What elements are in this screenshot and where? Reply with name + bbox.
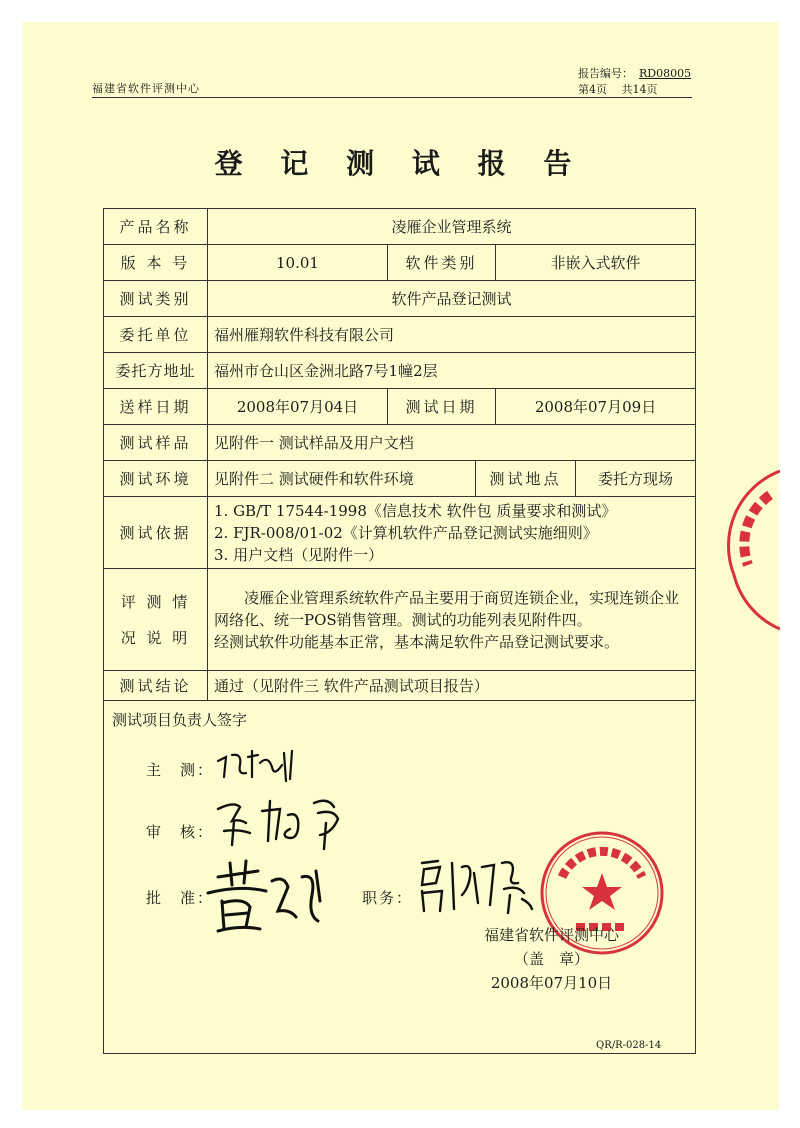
label-test-type: 测试类别 bbox=[104, 281, 208, 317]
value-product-name: 凌雁企业管理系统 bbox=[208, 209, 696, 245]
row-product-name bbox=[104, 209, 696, 245]
basis-item: 3. 用户文档（见附件一） bbox=[214, 545, 384, 564]
row-dates bbox=[104, 389, 696, 425]
label-test-basis: 测试依据 bbox=[104, 497, 208, 569]
evaluation-result: 经测试软件功能基本正常，基本满足软件产品登记测试要求。 bbox=[214, 632, 620, 651]
position-signature bbox=[412, 853, 542, 917]
label-evaluation bbox=[104, 569, 208, 671]
reviewer-signature bbox=[210, 793, 360, 853]
position-label: 职务： bbox=[362, 889, 414, 907]
label-test-location: 测试地点 bbox=[476, 461, 576, 497]
value-conclusion: 通过（见附件三 软件产品测试项目报告） bbox=[208, 671, 696, 701]
label-delivery-date: 送样日期 bbox=[104, 389, 208, 425]
main-tester-signature bbox=[212, 743, 302, 789]
evaluation-text: 凌雁企业管理系统软件产品主要用于商贸连锁企业，实现连锁企业网络化、统一POS销售管理。测试的功能列表见附件四。 bbox=[214, 588, 680, 629]
approver-signature bbox=[200, 851, 330, 935]
value-test-env: 见附件二 测试硬件和软件环境 bbox=[208, 461, 476, 497]
issuer-name: 福建省软件评测中心 bbox=[484, 926, 620, 944]
form-code: QR/R-028-14 bbox=[596, 1040, 662, 1051]
header-org: 福建省软件评测中心 bbox=[92, 82, 200, 95]
reviewer-label: 审 核： bbox=[146, 823, 215, 841]
issuer-block bbox=[484, 923, 619, 995]
label-version: 版 本 号 bbox=[104, 245, 208, 281]
label-test-sample: 测试样品 bbox=[104, 425, 208, 461]
value-test-location: 委托方现场 bbox=[576, 461, 696, 497]
approver-label: 批 准： bbox=[146, 889, 215, 907]
value-test-type: 软件产品登记测试 bbox=[208, 281, 696, 317]
row-client bbox=[104, 317, 696, 353]
report-no-label: 报告编号： bbox=[578, 67, 633, 80]
value-delivery-date: 2008年07月04日 bbox=[208, 389, 388, 425]
header-divider bbox=[92, 97, 692, 98]
issue-date: 2008年07月10日 bbox=[490, 974, 613, 992]
row-client-address bbox=[104, 353, 696, 389]
row-test-env bbox=[104, 461, 696, 497]
row-evaluation bbox=[104, 569, 696, 671]
row-signatures bbox=[104, 701, 696, 1054]
edge-seal-fragment bbox=[724, 465, 780, 635]
value-version: 10.01 bbox=[208, 245, 388, 281]
row-test-basis bbox=[104, 497, 696, 569]
row-conclusion bbox=[104, 671, 696, 701]
label-client: 委托单位 bbox=[104, 317, 208, 353]
header-report-info bbox=[578, 66, 691, 98]
row-version bbox=[104, 245, 696, 281]
label-evaluation-line2: 况 说 明 bbox=[120, 628, 191, 647]
value-client-address: 福州市仓山区金洲北路7号1幢2层 bbox=[208, 353, 696, 389]
label-software-type: 软件类别 bbox=[388, 245, 496, 281]
page-info: 第4页 共14页 bbox=[578, 83, 658, 96]
label-product-name: 产品名称 bbox=[104, 209, 208, 245]
value-test-sample: 见附件一 测试样品及用户文档 bbox=[208, 425, 696, 461]
value-test-date: 2008年07月09日 bbox=[496, 389, 696, 425]
seal-note: （盖 章） bbox=[514, 950, 590, 968]
row-test-type bbox=[104, 281, 696, 317]
report-no: RD08005 bbox=[639, 67, 692, 80]
label-conclusion: 测试结论 bbox=[104, 671, 208, 701]
page-title: 登 记 测 试 报 告 bbox=[214, 147, 586, 180]
label-test-env: 测试环境 bbox=[104, 461, 208, 497]
value-client: 福州雁翔软件科技有限公司 bbox=[208, 317, 696, 353]
main-tester-label: 主 测： bbox=[146, 761, 215, 779]
value-evaluation bbox=[208, 569, 696, 671]
label-test-date: 测试日期 bbox=[388, 389, 496, 425]
value-test-basis bbox=[208, 497, 696, 569]
label-client-address: 委托方地址 bbox=[104, 353, 208, 389]
value-software-type: 非嵌入式软件 bbox=[496, 245, 696, 281]
row-test-sample bbox=[104, 425, 696, 461]
basis-item: 1. GB/T 17544-1998《信息技术 软件包 质量要求和测试》 bbox=[214, 501, 617, 520]
label-evaluation-line1: 评 测 情 bbox=[120, 592, 191, 611]
basis-item: 2. FJR-008/01-02《计算机软件产品登记测试实施细则》 bbox=[214, 523, 598, 542]
signature-area bbox=[104, 701, 696, 1054]
signature-title: 测试项目负责人签字 bbox=[112, 711, 248, 729]
report-table bbox=[103, 208, 696, 1054]
